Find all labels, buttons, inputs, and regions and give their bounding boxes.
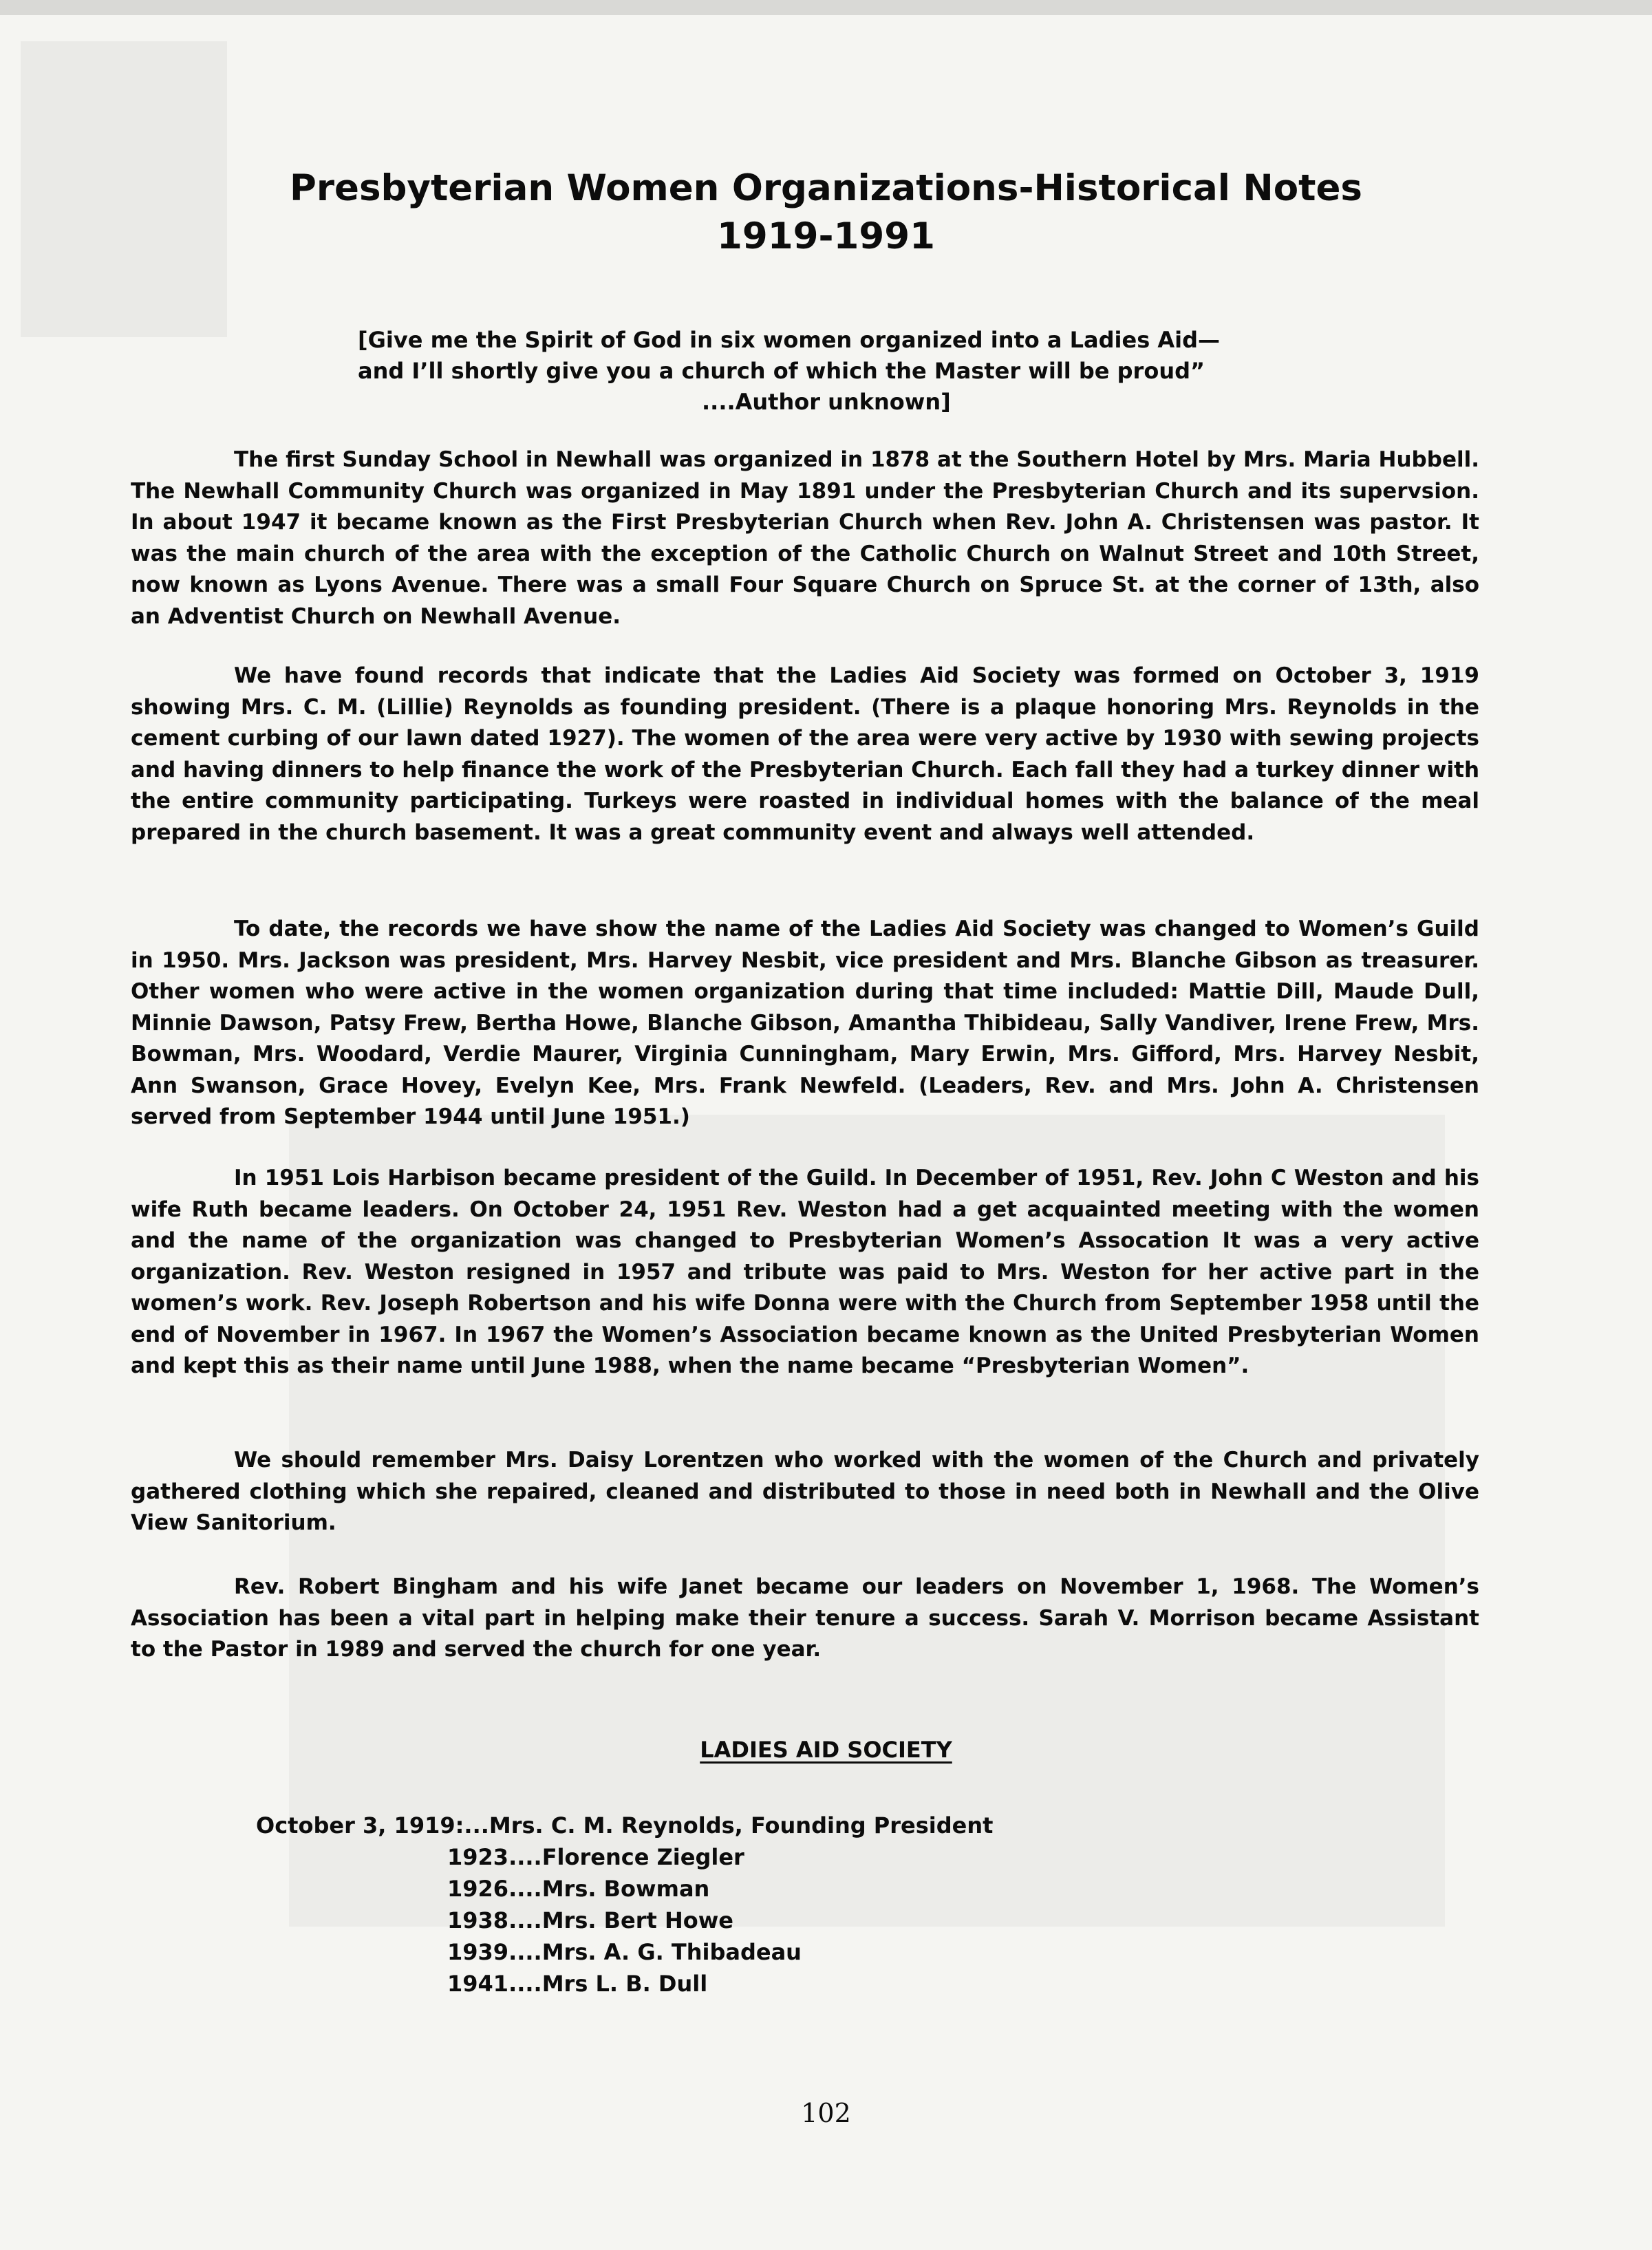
paragraph-ladies-aid: We have found records that indicate that the Ladies Aid Society was formed on October 3, 1919 showing Mrs. C. M. (Lillie) Reynolds as founding president. (There is a plaque honoring Mrs. Reynolds in the cement curbing of our lawn dated 1927). The women of the area were very active by 1930 with sewing projects and having dinners to help finance the work of the Presbyterian Church. Each fall they had a turkey dinner with the entire community participating. Turkeys were roasted in individual homes with the balance of the meal prepared in the church basement. It was a great community event and always well attended.: [131, 663, 1480, 845]
founding-president-line: October 3, 1919:...Mrs. C. M. Reynolds, Founding President: [256, 1812, 994, 1839]
list-item: 1923....Florence Ziegler: [447, 1844, 744, 1870]
list-item: 1939....Mrs. A. G. Thibadeau: [447, 1939, 802, 1965]
paragraph-daisy-lorentzen: We should remember Mrs. Daisy Lorentzen who worked with the women of the Church and privately gathered clothing which she repaired, cleaned and distributed to those in need both in Newhall and the Olive View Sanitorium.: [131, 1448, 1479, 1535]
epigraph-line: [Give me the Spirit of God in six women organized into a Ladies Aid—: [358, 327, 1221, 353]
epigraph-line: and I’ll shortly give you a church of which the Master will be proud”: [358, 358, 1205, 384]
paragraph-bingham: Rev. Robert Bingham and his wife Janet became our leaders on November 1, 1968. The Women’s Association has been a vital part in helping make their tenure a success. Sarah V. Morrison became Assistant to the Pastor in 1989 and served the church for one year.: [131, 1574, 1479, 1662]
paragraph-womens-association: In 1951 Lois Harbison became president of the Guild. In December of 1951, Rev. John C Weston and his wife Ruth became leaders. On October 24, 1951 Rev. Weston had a get acquainted meeting with the women and the name of the organization was changed to Presbyterian Women’s Assocation It was a very active organization. Rev. Weston resigned in 1957 and tribute was paid to Mrs. Weston for her active part in the women’s work. Rev. Joseph Robertson and his wife Donna were with the Church from September 1958 until the end of November in 1967. In 1967 the Women’s Association became known as the United Presbyterian Women and kept this as their name until June 1988, when the name became “Presbyterian Women”.: [131, 1166, 1479, 1378]
paragraph-womens-guild: To date, the records we have show the name of the Ladies Aid Society was changed to Women’s Guild in 1950. Mrs. Jackson was president, Mrs. Harvey Nesbit, vice president and Mrs. Blanche Gibson as treasurer. Other women who were active in the women organization during that time included: Mattie Dill, Maude Dull, Minnie Dawson, Patsy Frew, Bertha Howe, Blanche Gibson, Amantha Thibideau, Sally Vandiver, Irene Frew, Mrs. Bowman, Mrs. Woodard, Verdie Maurer, Virginia Cunningham, Mary Erwin, Mrs. Gifford, Mrs. Harvey Nesbit, Ann Swanson, Grace Hovey, Evelyn Kee, Mrs. Frank Newfeld. (Leaders, Rev. and Mrs. John A. Christensen served from September 1944 until June 1951.): [131, 917, 1479, 1129]
epigraph-author: ....Author unknown]: [702, 389, 951, 415]
page-title: Presbyterian Women Organizations-Historical Notes: [290, 167, 1362, 209]
presidents-list: [447, 1841, 802, 2000]
list-item: 1926....Mrs. Bowman: [447, 1876, 710, 1902]
page-title-years: 1919-1991: [716, 215, 936, 257]
list-item: 1941....Mrs L. B. Dull: [447, 1971, 708, 1997]
list-item: 1938....Mrs. Bert Howe: [447, 1907, 733, 1933]
epigraph: [358, 325, 1252, 418]
section-heading-ladies-aid: LADIES AID SOCIETY: [700, 1737, 952, 1763]
page-number: 102: [801, 2098, 851, 2128]
paragraph-sunday-school: The first Sunday School in Newhall was organized in 1878 at the Southern Hotel by Mrs. Maria Hubbell. The Newhall Community Church was organized in May 1891 under the Presbyterian Church and its supervsion. In about 1947 it became known as the First Presbyterian Church when Rev. John A. Christensen was pastor. It was the main church of the area with the exception of the Catholic Church on Walnut Street and 10th Street, now known as Lyons Avenue. There was a small Four Square Church on Spruce St. at the corner of 13th, also an Adventist Church on Newhall Avenue.: [131, 447, 1479, 629]
scan-edge-strip: [0, 0, 1652, 15]
